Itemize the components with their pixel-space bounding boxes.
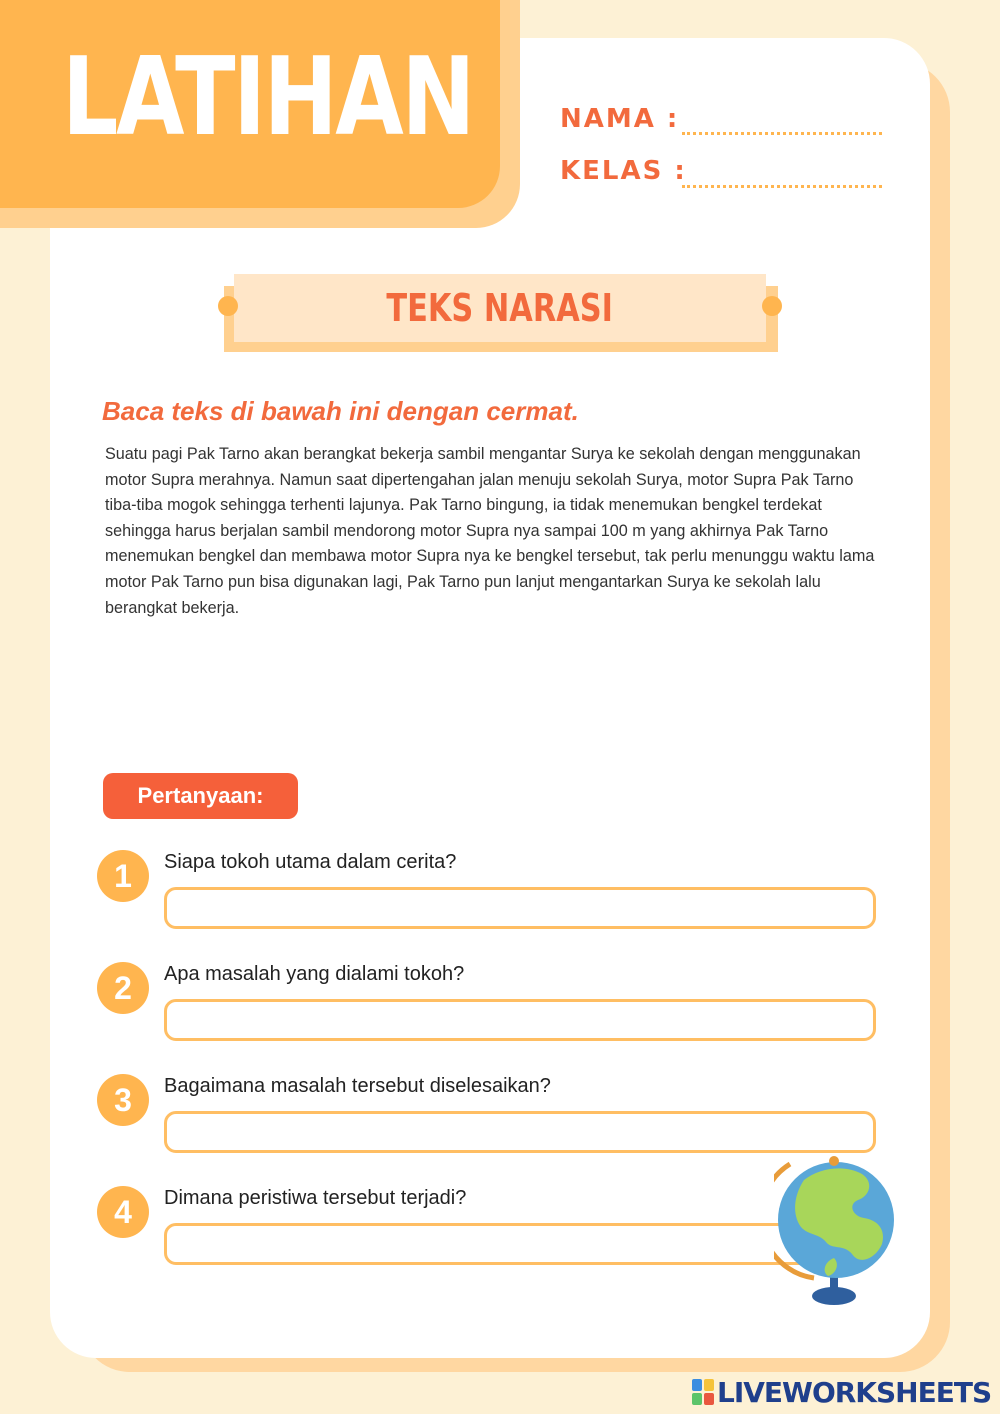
answer-input-3[interactable] [164, 1111, 876, 1153]
question-number-badge: 3 [97, 1074, 149, 1126]
question-number-badge: 2 [97, 962, 149, 1014]
reading-instruction: Baca teks di bawah ini dengan cermat. [102, 396, 579, 426]
question-text: Dimana peristiwa tersebut terjadi? [164, 1187, 467, 1209]
class-label: KELAS : [560, 156, 687, 186]
answer-input-2[interactable] [164, 999, 876, 1041]
title-banner [0, 0, 500, 208]
question-text: Apa masalah yang dialami tokoh? [164, 963, 465, 985]
name-field[interactable] [682, 132, 882, 135]
page-title: LATIHAN [62, 35, 474, 160]
section-title-text: TEKS NARASI [386, 286, 614, 330]
question-text: Bagaimana masalah tersebut diselesaikan? [164, 1075, 551, 1097]
decor-dot-left [218, 296, 238, 316]
question-text: Siapa tokoh utama dalam cerita? [164, 851, 457, 873]
section-title [234, 274, 766, 342]
answer-input-1[interactable] [164, 887, 876, 929]
name-label: NAMA : [560, 104, 680, 134]
question-number-badge: 4 [97, 1186, 149, 1238]
globe-icon [774, 1150, 896, 1312]
answer-input-4[interactable] [164, 1223, 876, 1265]
class-field[interactable] [682, 185, 882, 188]
decor-dot-right [762, 296, 782, 316]
watermark-text: LIVEWORKSHEETS [717, 1375, 992, 1409]
watermark [692, 1374, 991, 1410]
liveworksheets-logo-icon [692, 1379, 714, 1405]
question-number-badge: 1 [97, 850, 149, 902]
questions-label: Pertanyaan: [103, 773, 298, 819]
narrative-text: Suatu pagi Pak Tarno akan berangkat bekerja sambil mengantar Surya ke sekolah dengan menggunakan motor Supra merahnya. Namun saat dipertengahan jalan menuju sekolah Surya, motor Supra Pak Tarno tiba-tiba mogok sehingga terhenti lajunya. Pak Tarno bingung, ia tidak menemukan bengkel terdekat sehingga harus berjalan sambil mendorong motor Supra nya sampai 100 m yang akhirnya Pak Tarno menemukan bengkel dan membawa motor Supra nya ke bengkel tersebut, tak perlu menunggu waktu lama motor Pak Tarno pun bisa digunakan lagi, Pak Tarno pun lanjut mengantarkan Surya ke sekolah lalu berangkat bekerja. [105, 445, 875, 617]
